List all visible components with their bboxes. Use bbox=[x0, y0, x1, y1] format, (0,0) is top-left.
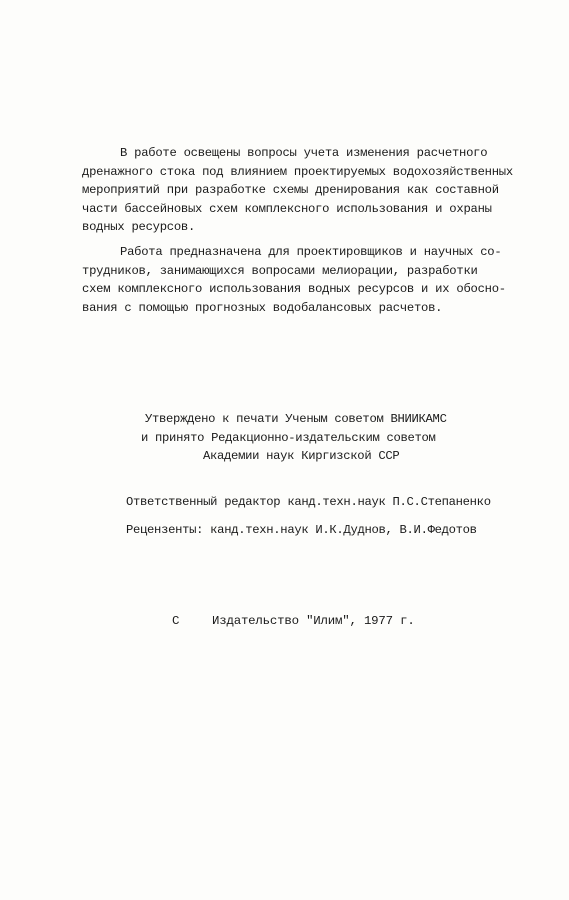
responsible-editor: Ответственный редактор канд.техн.наук П.С.Степаненко bbox=[126, 495, 491, 509]
approval-line: Академии наук Киргизской ССР bbox=[203, 449, 400, 463]
approval-line: и принято Редакционно-издательским советом bbox=[141, 430, 436, 445]
abstract-line: вания с помощью прогнозных водобалансовых расчетов. bbox=[82, 300, 443, 315]
abstract-line: В работе освещены вопросы учета изменения расчетного bbox=[120, 146, 488, 160]
abstract bbox=[82, 144, 552, 317]
credits-block bbox=[126, 488, 491, 544]
abstract-line: водных ресурсов. bbox=[82, 220, 196, 235]
approval-block bbox=[0, 410, 569, 466]
publisher-text: Издательство "Илим", 1977 г. bbox=[212, 614, 415, 628]
copyright-line bbox=[172, 614, 415, 628]
abstract-line: дренажного стока под влиянием проектируемых водохозяйственных bbox=[82, 164, 513, 179]
reviewers: Рецензенты: канд.техн.наук И.К.Дуднов, В.И.Федотов bbox=[126, 523, 477, 537]
abstract-line: части бассейновых схем комплексного использования и охраны bbox=[82, 201, 492, 216]
abstract-line: Работа предназначена для проектировщиков и научных со- bbox=[120, 244, 502, 259]
abstract-line: схем комплексного использования водных ресурсов и их обосно- bbox=[82, 282, 506, 297]
abstract-line: мероприятий при разработке схемы дренирования как составной bbox=[82, 183, 499, 198]
abstract-line: трудников, занимающихся вопросами мелиорации, разработки bbox=[82, 263, 478, 278]
approval-line: Утверждено к печати Ученым советом ВНИИКАМС bbox=[145, 412, 447, 426]
copyright-symbol: С bbox=[172, 614, 180, 628]
